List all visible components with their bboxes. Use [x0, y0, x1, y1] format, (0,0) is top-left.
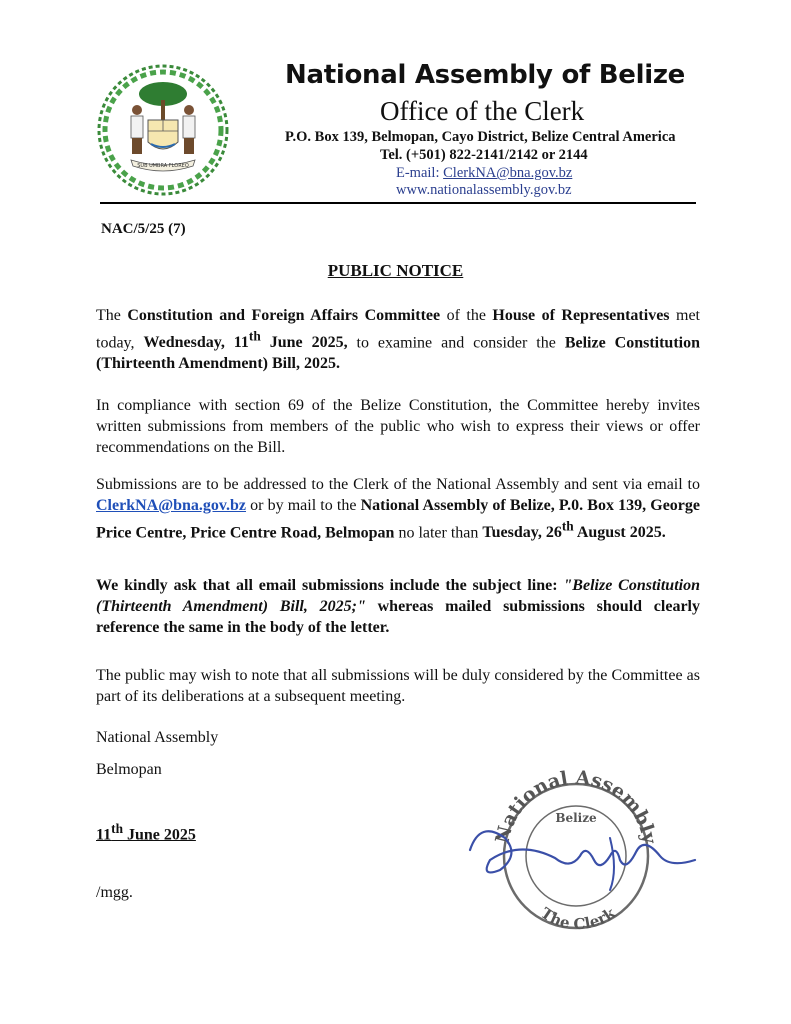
signoff-organization: National Assembly [96, 729, 219, 746]
coat-of-arms-logo [93, 60, 233, 200]
organization-title: National Assembly of Belize [285, 60, 686, 90]
website-link[interactable]: www.nationalassembly.gov.bz [396, 182, 572, 198]
paragraph-invitation: In compliance with section 69 of the Belize Constitution, the Committee hereby invites written submissions from members of the public who wish to express their views or offer recommendations on the Bill. [96, 397, 700, 456]
address-line: P.O. Box 139, Belmopan, Cayo District, Belize Central America [285, 129, 676, 145]
paragraph-committee-meeting: The Constitution and Foreign Affairs Committee of the House of Representatives met today, Wednesday, 11th June 2025, to examine and consider the Belize Constitution (Thirteenth Amendment) Bill, 2025. [96, 307, 700, 373]
header-email-link[interactable]: ClerkNA@bna.gov.bz [443, 165, 573, 181]
notice-title: PUBLIC NOTICE [327, 261, 464, 280]
paragraph-subject-line-request: We kindly ask that all email submissions include the subject line: "Belize Constitution (Thirteenth Amendment) Bill, 2025;" whereas mailed submissions should clearly reference the same in the body of the letter. [96, 577, 700, 636]
email-line [396, 165, 572, 182]
svg-text:The Clerk [537, 904, 619, 934]
paragraph-consideration: The public may wish to note that all submissions will be duly considered by the Committee as part of its deliberations at a subsequent meeting. [96, 667, 700, 705]
telephone-line: Tel. (+501) 822-2141/2142 or 2144 [380, 147, 588, 163]
stamp-bottom-text: The Clerk [537, 903, 619, 934]
svg-text:SUB UMBRA FLOREO: SUB UMBRA FLOREO [137, 163, 189, 169]
signature-mark [470, 831, 695, 872]
signoff-location: Belmopan [96, 761, 162, 778]
notice-date: 11th June 2025 [96, 821, 196, 844]
paragraph-submission-details: Submissions are to be addressed to the Clerk of the National Assembly and sent via email to ClerkNA@bna.gov.bz or by mail to the National Assembly of Belize, P.0. Box 139, George Price Centre, Price Centre Road, Belmopan no later than Tuesday, 26th August 2025. [96, 476, 700, 542]
body-email-link[interactable]: ClerkNA@bna.gov.bz [96, 497, 247, 514]
header-divider [100, 202, 696, 204]
official-stamp [460, 760, 720, 940]
office-subtitle: Office of the Clerk [380, 96, 585, 126]
stamp-center-text: Belize [555, 811, 597, 825]
email-label: E-mail: [396, 165, 444, 181]
stamp-top-text: National Assembly [491, 766, 661, 846]
typist-initials: /mgg. [96, 884, 133, 901]
reference-number: NAC/5/25 (7) [101, 221, 186, 237]
